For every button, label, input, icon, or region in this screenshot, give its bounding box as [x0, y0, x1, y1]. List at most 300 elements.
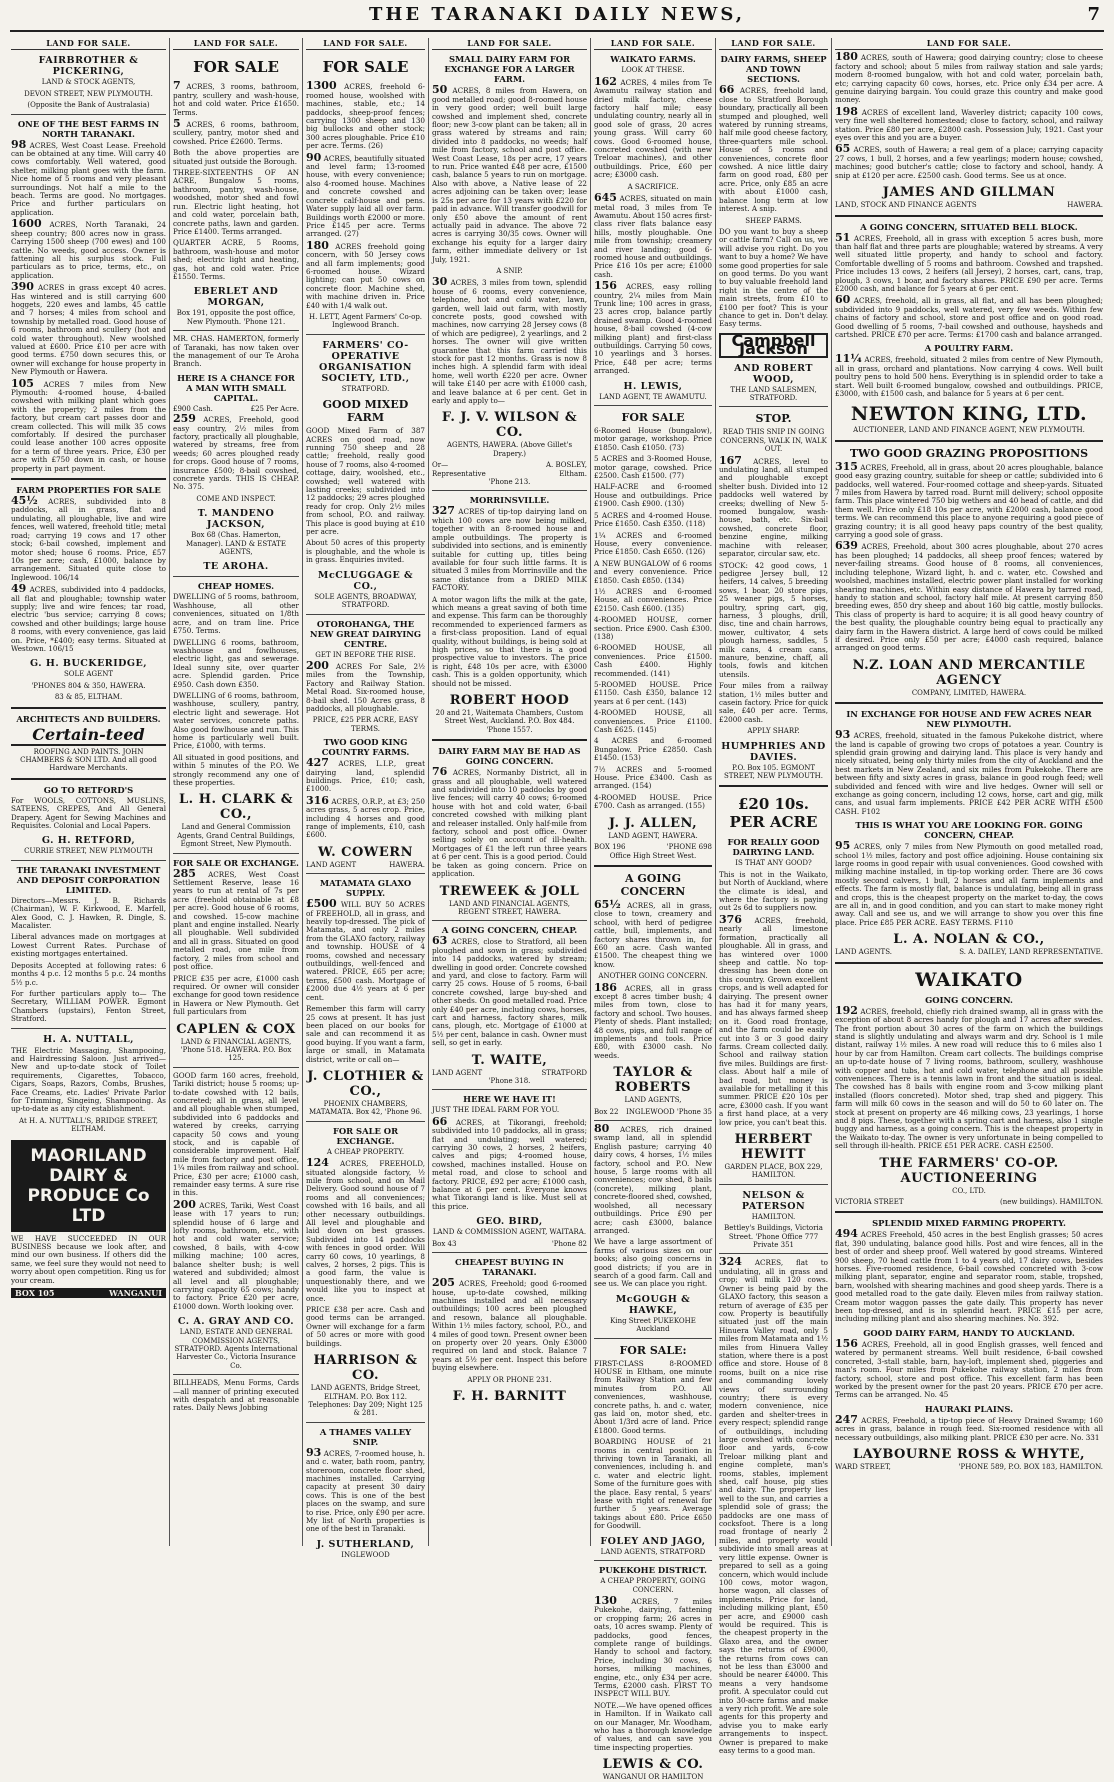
divider: [173, 853, 299, 854]
divider: [432, 1089, 587, 1090]
agent-name: HERBERT HEWITT: [734, 1132, 813, 1163]
listing-text: ACRES, freehold, nearly all limestone formation, practically all ploughable. All in grass, and has wintered over 1000 sheep and cattle. No top-dressing has been done on this country. Grown excellent crops, and is well adapted for dairying. The present owner has had it for many years, and has always farmed sheep on it. Good road frontage, and the farm could be easily cut into 3 or 3 good dairy farms. Cream collected daily. School and railway station five miles. Buildings are first-class. About half a mile of bad road, but money is available for metalling it this summer. PRICE £20 10s per acre, £3000 cash. If you want a first hand place, at a very low price, you can't beat this.: [719, 915, 828, 1127]
acreage-number: 156: [594, 279, 617, 293]
listing: [432, 1276, 587, 1373]
agent-name: TAYLOR & ROBERTS: [613, 1065, 693, 1096]
ad-subline: A CHEAP PROPERTY, GOING CONCERN.: [600, 1577, 706, 1594]
listing-text: ACRES, easy rolling country, 2¼ miles from Main Trunk line; 100 acres in grass, 23 acres crop, balance partly drained swamp. Good 4-roomed house, 8-bail cowshed (4-cow milking plant) and first-class outbuildings. Carrying 50 cows, 10 yearlings and 3 horses. Price, £48 per acre; terms arranged.: [594, 282, 712, 376]
agent-name: L. H. CLARK & CO.,: [179, 792, 293, 823]
ad-address-line: [432, 461, 587, 469]
listing: [306, 658, 425, 713]
ad-address-line: [835, 948, 1103, 956]
ad-text: About 50 acres of this property is ploughable, and the whole is in grass. Enquiries invited.: [306, 538, 425, 565]
listing-text: ACRES, Freehold, all in grass with exception 5 acres bush, more than half flat and three parts are ploughable; watered by streams. A very well situated little property, and handy to school and factory. Comfortable dwelling of 5 rooms and bathroom. Cowshed and trapshed. Price includes 13 cows, 2 heifers (all Jersey), 2 horses, cart, cans, trap, plough, 3 cows, 1 boar, and factory shares. PRICE £90 per acre. Terms £2000 cash, and balance for 5 years at 6 per cent.: [835, 233, 1103, 293]
agent-name: T. MANDENO JACKSON,: [197, 508, 275, 531]
listing-text: ACRES, Tariki, West Coast lease with 17 years to run; splendid house of 6 large and lofty rooms, bathroom, etc., with hot and cold water service; cowshed, 8 bails, with 4-cow milking machine; 100 acres, balance shelter bush; is well watered and subdivided; almost all level and all ploughable; carrying capacity 65 cows; handy to factory. Price £20 per acre, £1000 down. Worth looking over.: [173, 1200, 299, 1311]
ad-text: HALF-ACRE and 6-roomed House and outbuildings. Price £1900. Cash £900. (130): [594, 482, 712, 509]
listing: [835, 728, 1103, 816]
ad-subline: CURRIE STREET, NEW PLYMOUTH: [24, 847, 153, 856]
column: [429, 38, 591, 1546]
ad-subline: INGLEWOOD: [341, 1550, 390, 1559]
ad-address-line: [432, 470, 587, 478]
acreage-number: 30: [432, 275, 448, 289]
ad-heading: FOR SALE OR EXCHANGE.: [173, 857, 299, 868]
listing: [306, 793, 425, 840]
acreage-number: 130: [594, 1593, 617, 1607]
listing-text: ACRES, situated on main metal road, 3 miles from Te Awamutu. About 150 acres first-class river flats balance easy hills, mostly ploughable. One mile from township; creamery and river landing; good 6-roomed house and outbuildings. Price £16 10s per acre; £1000 cash.: [594, 194, 712, 279]
listing: [173, 79, 299, 117]
listing-text: ACRES, 3 rooms, bathroom, pantry, scullery and wash-house, hot and cold water. Price £1650. Terms.: [173, 82, 299, 117]
ad-subline: 'Phone 213.: [488, 478, 531, 487]
acreage-number: 1300: [306, 79, 337, 93]
ad-text: 7½ ACRES and 5-roomed House. Price £3400. Cash as arranged. (154): [594, 764, 712, 791]
acreage-number: 200: [173, 1197, 196, 1211]
line-left: Representative: [432, 469, 486, 478]
listing-text: THREE-SIXTEENTHS OF AN ACRE, Bungalow 5 rooms, bathroom, pantry, wash-house, woodshed, motor shed and fowl run. Electric light heating, hot and cold water, porcelain bath, concrete paths, lawn and garden. Price £1400. Terms arranged.: [173, 168, 299, 236]
listing-text: ACRES, West Coast Lease. Freehold can be obtained at any time. Will carry 40 cows comfortably. Well watered, good shelter, milking plant goes with the farm. Nice home of 5 rooms and very pleasant surroundings. Not half a mile to the beach. Terms are good. No mortgages. Price and further particulars on application.: [11, 140, 166, 217]
acreage-number: 11¼: [835, 352, 862, 366]
listing: [173, 1072, 299, 1198]
listing: [432, 504, 587, 593]
acreage-number: £500: [306, 897, 337, 911]
column-heading: LAND FOR SALE.: [306, 38, 425, 50]
ad-heading: HAURAKI PLAINS.: [924, 1403, 1014, 1414]
listing: [11, 582, 166, 653]
agent-name: McGOUGH & HAWKE,: [615, 1293, 691, 1316]
divider-heavy: [11, 707, 166, 709]
acreage-number: 205: [432, 1276, 455, 1290]
line-right: 'Phone 82: [551, 1239, 587, 1248]
agent-name: G. H. BUCKERIDGE,: [29, 658, 148, 670]
footer-bar: [11, 1288, 166, 1298]
agent-name: NEWTON KING, LTD.: [850, 403, 1088, 426]
agent-name: J. SUTHERLAND,: [316, 1538, 415, 1550]
ad-text: 6-Roomed House (bungalow), motor garage, workshop. Price £1850. Cash £1050. (73): [594, 426, 712, 452]
listing: [594, 897, 712, 969]
listing: [719, 453, 828, 559]
ad-subline: LAND AGENTS, STRATFORD: [600, 1547, 706, 1556]
listing: [719, 83, 828, 214]
newspaper-title: THE TARANAKI DAILY NEWS,: [368, 4, 746, 25]
acreage-number: 198: [835, 104, 858, 118]
acreage-number: 167: [719, 453, 742, 467]
ad-subline: Box 191, opposite the post office, New Plymouth. 'Phone 121.: [176, 309, 296, 326]
listing: [11, 280, 166, 377]
logo-banner: MAORILAND DAIRY & PRODUCE Co LTD: [11, 1140, 166, 1232]
line-left: Box 22: [594, 1107, 619, 1116]
ad-text: DO you want to buy a sheep or cattle farm? Call on us, we will advise you right. Do you want to buy a home? We have some good properties for sale on good terms. Do you want to buy valuable freehold land right in the centre of the main streets, from £10 to £100 per foot? This is your chance to get in. Don't delay. Easy terms.: [719, 226, 828, 329]
agent-name: H. A. NUTTALL,: [43, 1033, 134, 1045]
ad-subline: ROOFING AND PAINTS. JOHN CHAMBERS & SON LTD. And all good Hardware Merchants.: [20, 747, 157, 773]
listing-text: ACRES, West Coast Settlement Reserve, lease 16 years to run at rental of 7s per acre (freehold obtainable at £8 per acre). Good house of 6 rooms, and cowshed. 15-cow machine plant and engine installed. Nearly all ploughable. Well subdivided and all in grass. Situated on good metalled road, one mile from factory, 2 miles from school and post office.: [173, 869, 299, 972]
ad-subline: H. LETT, Agent Farmers' Co-op. Inglewood Branch.: [308, 312, 423, 330]
column-heading: LAND FOR SALE.: [719, 38, 828, 50]
agent-name: HUMPHRIES AND DAVIES.: [721, 740, 826, 763]
ad-heading: FOR SALE: [322, 58, 409, 77]
ad-address-line: [594, 1108, 712, 1116]
ad-text: 4-ROOMED HOUSE. Price £700. Cash as arranged. (155): [594, 792, 712, 811]
ad-text: NOTE.—We have opened offices in Hamilton. If in Waikato call on our Manager, Mr. Woodham, who has a thorough knowledge of values, and can save you time inspecting properties.: [594, 1700, 712, 1752]
acreage-number: 124: [306, 1156, 329, 1170]
line-left: LAND, STOCK AND FINANCE AGENTS: [835, 201, 977, 210]
divider: [173, 576, 299, 577]
ad-subline: LAND & STOCK AGENTS,: [41, 78, 136, 87]
ad-text: For further particulars apply to— The Secretary, WILLIAM POWER. Egmont Chambers (upstairs), Fenton Street, Stratford.: [11, 988, 166, 1024]
logo-text: Certain-teed: [11, 726, 166, 746]
listing-text: ACRES, only 7 miles from New Plymouth on good metalled road, school 1½ miles, factory and post office adjoining. House containing six large rooms in good repair with usual conveniences. Good cowshed with milking machine installed, in tip-top working order. There are 36 cows mostly second calvers, 1 bull, 2 horses and all farm implements and effects. The farm is mostly flat, balance is undulating, being all in grass and crops, this is the cheapest property on the market to-day, the cows are all in, and in good condition, and you can start to make money right away. Call and see us, and we will arrange to show you over this fine place. Price £85 PER ACRE. EASY TERMS. F110: [835, 842, 1103, 927]
agent-name: EBERLET AND MORGAN,: [193, 286, 279, 309]
acreage-number: 324: [719, 1255, 742, 1269]
listing: [11, 494, 166, 582]
line-right: HAWERA.: [1067, 201, 1103, 210]
listing-text: ACRES, all in grass, close to town, creamery and school, with herd of pedigree cattle, bull, implements, and factory shares thrown in, for £60 an acre. Cash wanted £1500. The cheapest thing we know.: [594, 900, 712, 969]
listing-text: ACRES, 4 miles from Te Awamutu railway station and dried milk factory, cheese factory half mile; easy undulating country, nearly all in good sole of grass, 20 acres young grass. Will carry 60 cows. Good 6-roomed house, concreted cowshed (with new Treloar machines), and other outbuildings. Price, £60 per acre; £3000 cash.: [594, 77, 712, 180]
listing-text: ACRES, Normanby District, all in grass and all ploughable, well watered and subdivided into 10 paddocks by good live fences; will carry 40 cows; 6-roomed house with hot and cold water, 6-bail concreted cowshed with milking plant and releaser installed. Only half-mile from factory, school and post office. Owner selling solely on account of ill-health. Mortgages of £1 the left run three years at 6 per cent. This is a good period. Could be taken as going concern. Price on application.: [432, 768, 587, 879]
ad-address-line: [835, 1198, 1103, 1206]
line-right: A. BOSLEY,: [545, 461, 587, 470]
acreage-number: 50: [432, 83, 448, 97]
line-right: HAWERA.: [389, 860, 425, 869]
listing-text: ACRES, close to Stratford, all been ploughed and sown in grass; subdivided into 14 paddocks, watered by stream; dwelling in good order. Concrete cowshed and yard, and close to factory. Farm will carry 25 cows. House of 5 rooms, 6-bail concrete cowshed, large buy-shed and other sheds. On good metalled road. Price only £40 per acre, including cows, horses, cart and harness, factory shares, milk cans, plough, etc. Mortgage of £1000 at 5½ per cent, balance in cash. Owner must sell, so get in early.: [432, 937, 587, 1048]
listing-text: ACRES, beautifully situated and level farm; 13-roomed house, with every convenience; also 4-roomed house. Machines and concrete cowshed and concrete calf-house and pens. Water supply laid all over farm. Buildings worth £2000 or more. Price £145 per acre. Terms arranged. (27): [306, 153, 425, 239]
agent-name: THE FARMERS' CO-OP. AUCTIONEERING: [879, 1155, 1059, 1186]
ad-subline: King Street PUKEKOHE Auckland: [610, 1316, 696, 1334]
ad-subline: (Opposite the Bank of Australasia): [27, 101, 150, 110]
listing: [835, 352, 1103, 398]
divider: [594, 405, 712, 406]
acreage-number: 66: [432, 1114, 448, 1128]
acreage-number: 200: [306, 658, 329, 672]
ad-text: Both the above properties are situated just outside the Borough.: [173, 148, 299, 166]
ad-subline: STRATFORD.: [341, 384, 390, 393]
listing-text: ACRES, subdivided into 4 paddocks, all flat and ploughable; township water supply; live and wire fences; tar road, electric 'bus service; carrying 8 cows; cowshed and other buildings; large house 8 rooms, with every convenience, gas laid on. Price, *£400; easy terms. Situated at Westown. 106/15: [11, 585, 166, 653]
ad-subline: APPLY OR PHONE 231.: [467, 1375, 552, 1384]
divider-heavy: [835, 1211, 1103, 1213]
line-left: VICTORIA STREET: [835, 1198, 904, 1206]
listing: [719, 1255, 828, 1756]
agent-name: T. WAITE,: [471, 1052, 548, 1068]
ad-subline: LAND AND FINANCIAL AGENTS, REGENT STREET, HAWERA.: [449, 899, 570, 916]
listing-text: ACRES, flat to undulating, all in grass and crop; will milk 120 cows. Owner is being paid by the GLAXO factory, this season a return of average of £35 per cow. Property is beautifully situated just off the main Hinuera Valley road, only 5 miles from Matamata and 1½ miles from Hinuera Valley station, where there is a post office and store. House of 8 rooms, built on a nice rise and commanding lovely views of surrounding country; there is every modern convenience, nice garden and shelter-trees in every respect; splendid range of outbuildings, including large cowshed with concrete floor and yards, 6-cow Treloar milking plant and engine complete, man's rooms, stables, implement shed, calf house, pig sties and dairy. The property lies well to the sun, and carries a splendid sole of grass; the paddocks are one mass of cocksfoot. There is a long road frontage of nearly 2 miles, and property would subdivide into small areas at very little expense. Owner is prepared to sell as a going concern, which would include 100 cows, motor wagon, horse wagon, all classes of implements. Price for land, including milking plant, £50 per acre, and £9000 cash would be required. This is the cheapest property in the Glaxo area, and the owner says the returns of £9000, the returns from cows can not be less than £3000 and should be nearer £4000. This means a very handsome profit. A speculator could cut into 30-acre farms and make a very rich profit. We are sole agents for this property and advise you to make early arrangements to inspect. Owner is prepared to make easy terms to a good man.: [719, 1258, 828, 1756]
ad-subline: SOLE AGENTS, BROADWAY, STRATFORD.: [314, 592, 417, 610]
acreage-number: 180: [835, 50, 858, 64]
listing-text: ACRES, freehold, chiefly rich drained swamp, all in grass with the exception of about 8 acres handy for plough and 17 acres after swedes. The front portion about 30 acres of the farm on which the buildings stand is slightly undulating and always warm and dry. School is 1 mile distant, railway 1½ miles. A new road will reduce this to 6 miles also 1 hour by car from Hamilton. Cream cart collects. The buildings comprise an up-to-date house of 7 living rooms, bathroom, scullery, washhouse with copper and tubs, hot and cold water, telephone and all possible conveniences. There is a tennis lawn in front and the situation is ideal. The cowshed has 8 bails with engine room and 3-cow milking plant installed (floors concreted). Motor shed, trap shed and piggery. This farm will milk 60 cows in the season and will do 50 to 60 later on. The stock at present on property are 46 milking cows, 23 yearlings, 1 horse and 8 pigs. These, together with a spring cart and harness, also 1 single buggy and harness, as a going concern. This is the cheapest property in the Waikato to-day. The owner is very unfortunate in being compelled to sell through ill-health. PRICE £51 PER ACRE. CASH £2500.: [835, 1006, 1103, 1151]
listing: [835, 459, 1103, 540]
ad-text: Remember this farm will carry 25 cows at present. It has just been placed on our books for sale and can recommend it as good buying. If you want a farm, large or small, in Matamata district, write or call on—: [306, 1004, 425, 1064]
ad-subline: DEVON STREET, NEW PLYMOUTH.: [24, 89, 153, 98]
ad-text: 5 ACRES and 4-roomed House. Price £1650. Cash £350. (118): [594, 510, 712, 529]
ad-heading: THE TARANAKI INVESTMENT AND DEPOSIT CORPORATION LIMITED.: [16, 864, 161, 895]
listing: [719, 912, 828, 1127]
listing: [835, 839, 1103, 927]
listing: [594, 1593, 712, 1699]
ad-text: Deposits Accepted at following rates: 6 months 4 p.c. 12 months 5 p.c. 24 months 5½ p.c.: [11, 960, 166, 987]
agent-name: FAIRBROTHER & PICKERING,: [38, 55, 139, 78]
ad-heading: FOR SALE: [621, 411, 685, 425]
listing: [594, 74, 712, 180]
acreage-number: 51: [835, 230, 851, 244]
ad-heading: STOP.: [755, 412, 792, 426]
divider: [173, 330, 299, 331]
ad-subline: READ THIS SNIP IN GOING CONCERNS, WALK IN, WALK OUT.: [720, 428, 827, 454]
divider-heavy: [11, 778, 166, 780]
ad-heading: DAIRY FARM MAY BE HAD AS GOING CONCERN.: [438, 746, 581, 767]
divider: [594, 1120, 712, 1121]
ad-heading: GO TO RETFORD'S: [43, 784, 134, 795]
ad-text: WE HAVE SUCCEEDED IN OUR BUSINESS because we look after, and mind our own business. If others did the same, we feel sure they would not need to worry about open competition. Ring us for your cream.: [11, 1233, 166, 1285]
divider: [432, 490, 587, 491]
listing: [594, 1122, 712, 1235]
masthead: [0, 0, 1114, 26]
listing-text: ACRES, rich drained swamp land, all in splendid English pasture; carrying 40 dairy cows, 4 horses, 1½ miles factory, school and P.O. New house, 5 large rooms with all conveniences; cow shed, 8 bails (concrete), milking plant, concrete-floored shed, cowshed, woolshed, all necessary outbuildings. Price £90 per acre; cash £3000, balance arranged.: [594, 1125, 712, 1235]
ad-heading: OTOROHANGA, THE NEW GREAT DAIRYING CENTRE.: [309, 618, 422, 649]
ad-subline: THE LAND SALESMEN, STRATFORD.: [730, 385, 817, 402]
ad-subline: SHEEP FARMS.: [745, 216, 802, 225]
divider: [306, 334, 425, 335]
acreage-number: 247: [835, 1412, 858, 1426]
ad-text: 4-ROOMED HOUSE, corner section. Price £900. Cash £300. (138): [594, 615, 712, 641]
ad-text: For WOOLS, COTTONS, MUSLINS, SATEENS, CREPES, And All General Drapery. Agent for Sewing Machines and Requisites. Colonial and Local Papers.: [11, 795, 166, 831]
ad-address-line: [594, 843, 712, 851]
acreage-number: 376: [719, 912, 742, 926]
agent-name: GEO. BIRD,: [476, 1216, 543, 1228]
line-right: Eltham.: [559, 469, 587, 478]
listing: [306, 150, 425, 239]
acreage-number: 80: [594, 1122, 610, 1136]
line-right: 'PHONE 589, P.O. BOX 183, HAMILTON.: [958, 1462, 1103, 1471]
divider: [432, 920, 587, 921]
ad-text: We have a large assortment of farms of various sizes on our books; also going concerns in good districts; if you are in search of a good farm. Call and see us. We can place you right.: [594, 1237, 712, 1289]
ad-text: Directors—Messrs. J. B. Richards (Chairman), W. F. Kirkwood, E. Marfell, Alex Good, C. J. Hawken, R. Dingle, S. Macalister.: [11, 895, 166, 931]
divider-heavy: [719, 785, 828, 787]
ad-heading: TWO GOOD KING COUNTRY FARMS.: [321, 737, 410, 758]
ad-subline: LAND, ESTATE AND GENERAL COMMISSION AGENTS, STRATFORD. Agents International Harvester Co., Victoria Insurance Co.: [174, 1328, 298, 1370]
divider-heavy: [594, 865, 712, 867]
acreage-number: 105: [11, 376, 34, 390]
listing: [835, 142, 1103, 180]
acreage-number: 192: [835, 1003, 858, 1017]
acreage-number: 90: [306, 150, 322, 164]
listing: [594, 279, 712, 376]
listing: [594, 191, 712, 279]
ad-heading: IN EXCHANGE FOR HOUSE AND FEW ACRES NEAR NEW PLYMOUTH.: [846, 709, 1092, 730]
listing: [11, 376, 166, 473]
ad-text: 1½ ACRES and 6-roomed House, all conveniences. Price £2150. Cash £600. (135): [594, 586, 712, 613]
ad-subline: A SACRIFICE.: [627, 182, 679, 191]
listing-text: ACRES, freehold, situated 2 miles from centre of New Plymouth, all in grass, orchard and plantations. Now carrying 4 cows. Well built poultry pens to hold 500 hens. Everything is in splendid order to take a start. Well built 6-roomed bungalow, cowshed and outbuildings. PRICE, £3000, with £1500 cash, and balance for 5 years at 6 per cent.: [835, 355, 1103, 398]
ad-subline: HAMILTON.: [751, 1212, 796, 1221]
listing: [173, 169, 299, 236]
column: [303, 38, 429, 1559]
columns: [8, 38, 1106, 1782]
logo-box: Campbell Jackson: [719, 333, 828, 358]
acreage-number: 639: [835, 539, 858, 553]
listing-text: WILL BUY 50 ACRES of FREEHOLD, all in grass, and heavily top-dressed. The pick of Matamata, and only 2 miles from the GLAXO factory, railway and township. HOUSE of 4 rooms, cowshed and necessary outbuildings, well-fenced and watered. PRICE, £65 per acre; terms, £500 cash. Mortgage of £2000 due 4½ years at 6 per cent.: [306, 900, 425, 1002]
listing-text: ACRES, Freehold, all in grass, about 20 acres ploughable, balance good easy grazing country, suitable for sheep or cattle; subdivided into 6 paddocks, well watered. Four-roomed cottage and sheep-yards. Situated 7 miles from Hawera by tarred road. Burnt mill delivery; school opposite farm. This place wintered 750 big wethers and 40 head of cattle, and did them well. Price only £18 10s per acre, with £2000 cash, balance good terms. We can recommend this place to anyone requiring a good piece of grazing country; it is all good heavy paps country of the best quality, carrying a good sole of grass.: [835, 462, 1103, 540]
line-left: LAND AGENT: [432, 1068, 483, 1077]
ad-text: 4-ROOMED HOUSE, all conveniences. Price £1100. Cash £625. (145): [594, 708, 712, 735]
ad-subline: ANOTHER GOING CONCERN.: [598, 972, 708, 981]
listing: [173, 239, 299, 281]
divider: [306, 873, 425, 874]
ad-heading: FOR SALE: [193, 58, 279, 77]
listing: [835, 1336, 1103, 1400]
listing-text: ACRES, Freehold, about 300 acres ploughable, about 270 acres has been ploughed; 14 paddocks, all sheep proof fences; watered by never-failing streams. Good house of 8 rooms, all conveniences, including telephone, Wizard light, h. and c. water, etc. Cowshed and woolshed, machines installed, electric power plant installed for working shearing machines, etc. Within easy distance of Hawera by tarred road, handy to station and school, factory half mile. At present carrying 850 breeding ewes, 850 dry sheep and about 160 big cattle, mostly bullocks. This class of property is hard to acquire; it is all good heavy country of the best quality, the ploughable country being equal to practically any dairy farm in the Hawera district. A large herd of cows could be milked if desired. Price only £50 per acre; £4000 cash required, balance arranged on good terms.: [835, 542, 1103, 653]
listing: [306, 1445, 425, 1534]
acreage-number: 93: [306, 1445, 322, 1459]
divider-heavy: [835, 440, 1103, 442]
acreage-number: 315: [835, 459, 858, 473]
acreage-number: 162: [594, 74, 617, 88]
ad-heading: WAIKATO FARMS.: [610, 54, 696, 65]
listing-text: ACRES of tip-top dairying land on which 100 cows are now being milked, together with an 8-roomed house and ample outbuildings. The property is subdivided into sections, and is eminently suitable for cutting up, titles being available for four such little farms. It is situated 3 miles from Morrinsville and the same distance from a DRIED MILK FACTORY.: [432, 507, 587, 593]
listing-text: ACRES, 7-roomed house, h. and c. water, bath room, pantry, storeroom, concrete floor shed, machines installed. Carrying capacity at present 30 dairy cows. This is one of the best places on the swamp, and sure to rise. Price, only £90 per acre. My list of North properties is one of the best in Taranaki.: [306, 1448, 425, 1534]
listing-text: ACRES, freehold, situated in the famous Pukekohe district, where the land is capable of growing two crops of potatoes a year. Country is splendid grain growing and dairying land. This place is very handy and nicely situated, being only thirty miles from the city of Auckland and the best markets in New Zealand, and six miles from Pukekohe. There are between fifty and sixty acres in grass, balance in good rough feed; well subdivided and fenced with wire and live hedges. Owner will sell or exchange as going concern, including 12 cows, horse, cart and gig, milk cans, and usual farm implements. PRICE £42 PER ACRE WITH £500 CASH. F102: [835, 731, 1103, 816]
ad-address-line: [306, 861, 425, 869]
ad-text: STOCK: 42 good cows, 1 pedigree Jersey bull, 12 heifers, 14 calves, 5 breeding sows, 1 boar, 20 store pigs, 25 weaner pigs, 5 horses, poultry, spring cart, gig, harness, 3 ploughs, drill, disc, tine and chain harrows, mower, cultivator, 4 sets plough harness, saddles, 5 milk cans, 4 cream cans, manure, benzine, chaff, all tools, fowls and kitchen utensils.: [719, 560, 828, 679]
acreage-number: 7: [173, 79, 181, 93]
ad-subline: PHOENIX CHAMBERS, MATAMATA. Box 42, 'Phone 96.: [308, 1099, 423, 1117]
ad-heading: FOR SALE OR EXCHANGE.: [332, 1125, 399, 1146]
ad-text: A NEW BUNGALOW of 6 rooms and every convenience. Price £1850. Cash £850. (134): [594, 558, 712, 585]
ad-text: PRICE £38 per acre. Cash and good terms can be arranged. Owner will exchange for a farm of 50 acres or more with good buildings.: [306, 1305, 425, 1348]
acreage-number: 645: [594, 191, 617, 205]
listing-text: ACRES, all in grass except 8 acres timber bush; 4 miles from town, close to factory and school. Two houses. Plenty of sheds. Plant installed; 48 cows, pigs, and full range of implements and tools. Price £80, with £3000 cash. No weeds.: [594, 983, 712, 1060]
ad-heading: £20 10s. PER ACRE: [729, 795, 818, 832]
ad-text: A motor wagon lifts the milk at the gate, which means a great saving of both time and expense. This farm can be thoroughly recommended to experienced farmers as a first-class proposition. Land of equal quality, without buildings, is being sold at high prices, so that there is a good prospective value to investors. The price is right, £48 10s per acre, with £3000 cash. This is a golden opportunity, which should not be missed.: [432, 594, 587, 688]
agent-name: TREWEEK & JOLL: [439, 883, 580, 899]
listing-text: ACRES in grass except 40 acres. Has wintered and is still carrying 600 hoggets, 220 ewes and lambs, 45 cattle and 7 horses; 4 miles from school and township by metalled road. Good house of 6 rooms, bathroom and scullery (hot and cold water throughout). New woolshed valued at £600. Price £10 per acre with good terms. £750 down secures this, or owner will exchange for house property in New Plymouth or Hawera.: [11, 283, 166, 377]
listing-text: ACRES, south of Hawera; a real gem of a place; carrying capacity 27 cows, 1 bull, 2 horses, and a few yearlings; modern house; cowshed, machines; good butcher's cattle; close to factory and school, handy. A snip at £120 per acre. £2500 cash. Good terms. See us at once.: [835, 145, 1103, 180]
line-left: LAND AGENT: [306, 860, 357, 869]
listing: [835, 539, 1103, 653]
divider: [306, 614, 425, 615]
agent-name: N.Z. LOAN AND MERCANTILE AGENCY: [852, 657, 1086, 688]
ad-address-line: [835, 1463, 1103, 1471]
agent-name: CAPLEN & COX: [176, 1021, 296, 1037]
listing-text: ACRES, subdivided into 8 paddocks, all in grass, flat and undulating, all ploughable, live and wire fences, well watered, freehold title; metal road; carrying 19 cows and 17 other stock; 6-bail cowshed, implement and motor shed; house 6 rooms. Price, £57 10s per acre; cash, £1000, balance by arrangement. Situated quite close to Inglewood. 106/14: [11, 497, 166, 582]
ad-subline: IS THAT ANY GOOD?: [735, 859, 812, 868]
ad-subline: COME AND INSPECT.: [196, 494, 276, 503]
acreage-number: 186: [594, 980, 617, 994]
listing-text: ACRES, FREEHOLD, situated alongside factory, ½ mile from school, and on Mail Delivery. Good sound house of 7 rooms and all conveniences; cowshed with 16 bails, and all other necessary outbuildings. All level and ploughable and laid down on best grasses. Subdivided into 14 paddocks with fences in good order. Will carry 60 cows, 10 yearlings, 8 calves, 2 horses, 2 pigs. This is a good farm, the value is unquestionably there, and we would like you to inspect at once.: [306, 1159, 425, 1303]
ad-subline: AGENTS, HAWERA. (Above Gillet's Drapery.): [446, 441, 573, 458]
ad-text: GOOD Mixed Farm of 387 ACRES on good road, now running 750 sheep and 28 cattle; freehold, really good house of 7 rooms, also 4-roomed cottage, dairy, woolshed, etc., cowshed; well watered with lasting creeks; subdivided into 12 paddocks; 29 acres ploughed ready for crop. Only 2½ miles from school, P.O. and railway. This place is good buying at £10 per acre.: [306, 426, 425, 537]
ad-subline: APPLY SHARP.: [747, 727, 800, 736]
listing-text: ACRES, at Tikorangi, freehold; subdivided into 10 paddocks, all in grass; flat and undulating; well watered; carrying 30 cows, 2 horses, 2 heifers, calves and pigs; 4-roomed house, cowshed, machines installed. House on metal road, and close to school and factory. PRICE, £92 per acre; £1000 cash, balance at 6 per cent. Everyone knows what Tikorangi land is like. Must sell at this price.: [432, 1117, 587, 1211]
ad-heading: A GOING CONCERN, CHEAP.: [441, 925, 578, 936]
listing-text: ACRES, level to undulating land, all stumped and ploughable except shelter bush. Divided into 12 paddocks well watered by creeks; dwelling of New 5-roomed bungalow, wash-house, bath, etc. Six-bail cowshed, concrete floor, benzine engine, milking machine with releaser, separator, circular saw, etc.: [719, 456, 828, 559]
acreage-number: 180: [306, 238, 329, 252]
listing: [173, 412, 299, 492]
ad-subline: GET IN BEFORE THE RISE.: [315, 650, 416, 659]
acreage-number: 93: [835, 728, 851, 742]
acreage-number: 494: [835, 1227, 858, 1241]
divider: [11, 1028, 166, 1029]
listing: [432, 1114, 587, 1211]
ad-text: BOARDING HOUSE of 21 rooms in central position in thriving town in Taranaki, all conveniences, including h. and c. water and electric light. Some of the furniture goes with the place. Easy rental, 5 years' lease with right of renewal for further 5 years. Average takings about £80. Price £650 for Goodwill.: [594, 1437, 712, 1531]
listing: [306, 1156, 425, 1303]
ad-heading: FOR SALE:: [619, 1343, 687, 1357]
acreage-number: 49: [11, 582, 27, 596]
ad-text: All situated in good positions, and within 5 minutes of the P.O. We strongly recommend any one of these properties.: [173, 752, 299, 787]
acreage-number: 98: [11, 137, 27, 151]
acreage-number: 285: [173, 866, 196, 880]
ad-address-line: [432, 1240, 587, 1248]
ad-subline: LAND & COMMISSION AGENT, WAITARA.: [432, 1228, 587, 1237]
ad-text: 1¼ ACRES and 6-roomed House, every convenience. Price £1850. Cash £650. (126): [594, 530, 712, 557]
acreage-number: 327: [432, 504, 455, 518]
agent-name: NELSON & PATERSON: [741, 1189, 806, 1212]
divider: [719, 1253, 828, 1254]
ad-text: FIRST-CLASS 8-ROOMED HOUSE in Eltham, one minute from Railway Station and few minutes from P.O. All conveniences, washhouse, concrete paths, h. and c. water, gas laid on, motor shed, etc. About 1/3rd acre of land. Price £1800. Good terms.: [594, 1358, 712, 1435]
ad-heading: HERE WE HAVE IT!: [463, 1094, 556, 1105]
listing-text: ACRES, North Taranaki, 24 sheep country; 800 acres now in grass. Carrying 1500 sheep (700 ewes) and 100 cattle. No weeds, good access. Owner is fattening all his surplus stock. Full particulars as to price, terms, etc., on application.: [11, 220, 166, 280]
ad-subline: Box 68 (Chas. Hamerton, Manager). LAND & ESTATE AGENTS,: [186, 531, 286, 557]
ad-subline: PRICE, £25 PER ACRE, EASY TERMS.: [312, 716, 419, 733]
divider: [594, 1338, 712, 1339]
column-heading: LAND FOR SALE.: [173, 38, 299, 50]
agent-name: FARMERS' CO-OPERATIVE ORGANISATION SOCIETY, LTD.,: [319, 339, 412, 384]
agent-name: J. CLOTHIER & CO.,: [307, 1068, 424, 1099]
agent-name: TE AROHA.: [203, 561, 269, 573]
ad-text: DWELLING of 5 rooms, bathroom, Washhouse, all other conveniences, situated on 1/8th acre, and on tram line. Price £750. Terms.: [173, 592, 299, 636]
listing: [306, 79, 425, 151]
acreage-number: 259: [173, 412, 196, 426]
listing-text: ACRES, south of Hawera; good dairying country; close to cheese factory and school; about 5 miles from railway station and sale yards; modern 8-roomed bungalow, with hot and cold water, porcelain bath, etc; carrying capacity 60 cows, horses, etc. Price only £34 per acre. A genuine dairying bargain. You could graze this country and make good money.: [835, 53, 1103, 105]
masthead-rule: [10, 30, 1104, 32]
line-left: Box 43: [432, 1239, 457, 1248]
ad-heading: CHEAP HOMES.: [197, 581, 275, 592]
line-right: 'PHONE 698: [666, 843, 712, 852]
listing: [835, 104, 1103, 143]
line-right: INGLEWOOD 'Phone 35: [626, 1107, 712, 1116]
ad-subline: AUCTIONEER, LAND AND FINANCE AGENT, NEW PLYMOUTH.: [853, 426, 1085, 435]
column: [716, 38, 832, 1756]
ad-heading: GOING CONCERN.: [925, 994, 1013, 1005]
ad-subline: Land and General Commission Agents, Grand Central Buildings, Egmont Street, New Plymouth.: [177, 823, 295, 849]
divider: [173, 1374, 299, 1375]
acreage-number: 65½: [594, 897, 621, 911]
line-right: (new buildings). HAMILTON.: [999, 1198, 1103, 1206]
ad-subline: At H. A. NUTTALL'S, BRIDGE STREET, ELTHAM.: [19, 1116, 158, 1134]
agent-name: FOLEY AND JAGO,: [600, 1535, 706, 1547]
ad-subline: COMPANY, LIMITED, HAWERA.: [911, 688, 1027, 697]
ad-subline: 'PHONES 804 & 350, HAWERA.: [31, 681, 146, 690]
ad-text: 5 ACRES and 3-Roomed House, motor garage, cowshed. Price £2500. Cash £1500. (77): [594, 454, 712, 481]
ad-subline: Office High Street West.: [609, 851, 697, 860]
listing-text: ACRES, Freehold; good 6-roomed house, up-to-date cowshed, milking machines installed and all necessary outbuildings; 100 acres been ploughed and resown, balance all ploughable. Within 1½ miles factory, school, P.O., and 4 miles of good town. Present owner been on property over 20 years. Only £3000 required on land and stock. Balance 7 years at 5½ per cent. Inspect this before buying elsewhere.: [432, 1279, 587, 1373]
acreage-number: 65: [835, 142, 851, 156]
listing-text: ACRES, Freehold, good easy country, 2½ miles from factory, practically all ploughable, watered by streams, free from weeds; 60 acres ploughed ready for crops. Good house of 7 rooms, insurance £500; 8-bail cowshed, concrete yards. THIS IS CHEAP. No. 375.: [173, 415, 299, 492]
listing: [306, 756, 425, 794]
acreage-number: 316: [306, 793, 329, 807]
ad-heading: GOOD DAIRY FARM, HANDY TO AUCKLAND.: [863, 1327, 1075, 1338]
listing: [594, 980, 712, 1061]
listing: [173, 117, 299, 146]
ad-heading: SPLENDID MIXED FARMING PROPERTY.: [872, 1218, 1066, 1229]
divider-heavy: [835, 702, 1103, 704]
ad-heading: THIS IS WHAT YOU ARE LOOKING FOR. GOING CONCERN, CHEAP.: [855, 820, 1083, 841]
column: [832, 38, 1106, 1546]
ad-text: 5-ROOMED HOUSE. Price £1150. Cash £350, balance 12 years at 6 per cent. (143): [594, 680, 712, 706]
listing: [432, 934, 587, 1048]
line-right: STRATFORD: [541, 1068, 587, 1077]
ad-subline: A SNIP.: [496, 266, 523, 275]
listing: [432, 275, 587, 406]
ad-subline: SOLE AGENT: [63, 670, 114, 679]
ad-subline: A CHEAP PROPERTY.: [326, 1147, 405, 1156]
